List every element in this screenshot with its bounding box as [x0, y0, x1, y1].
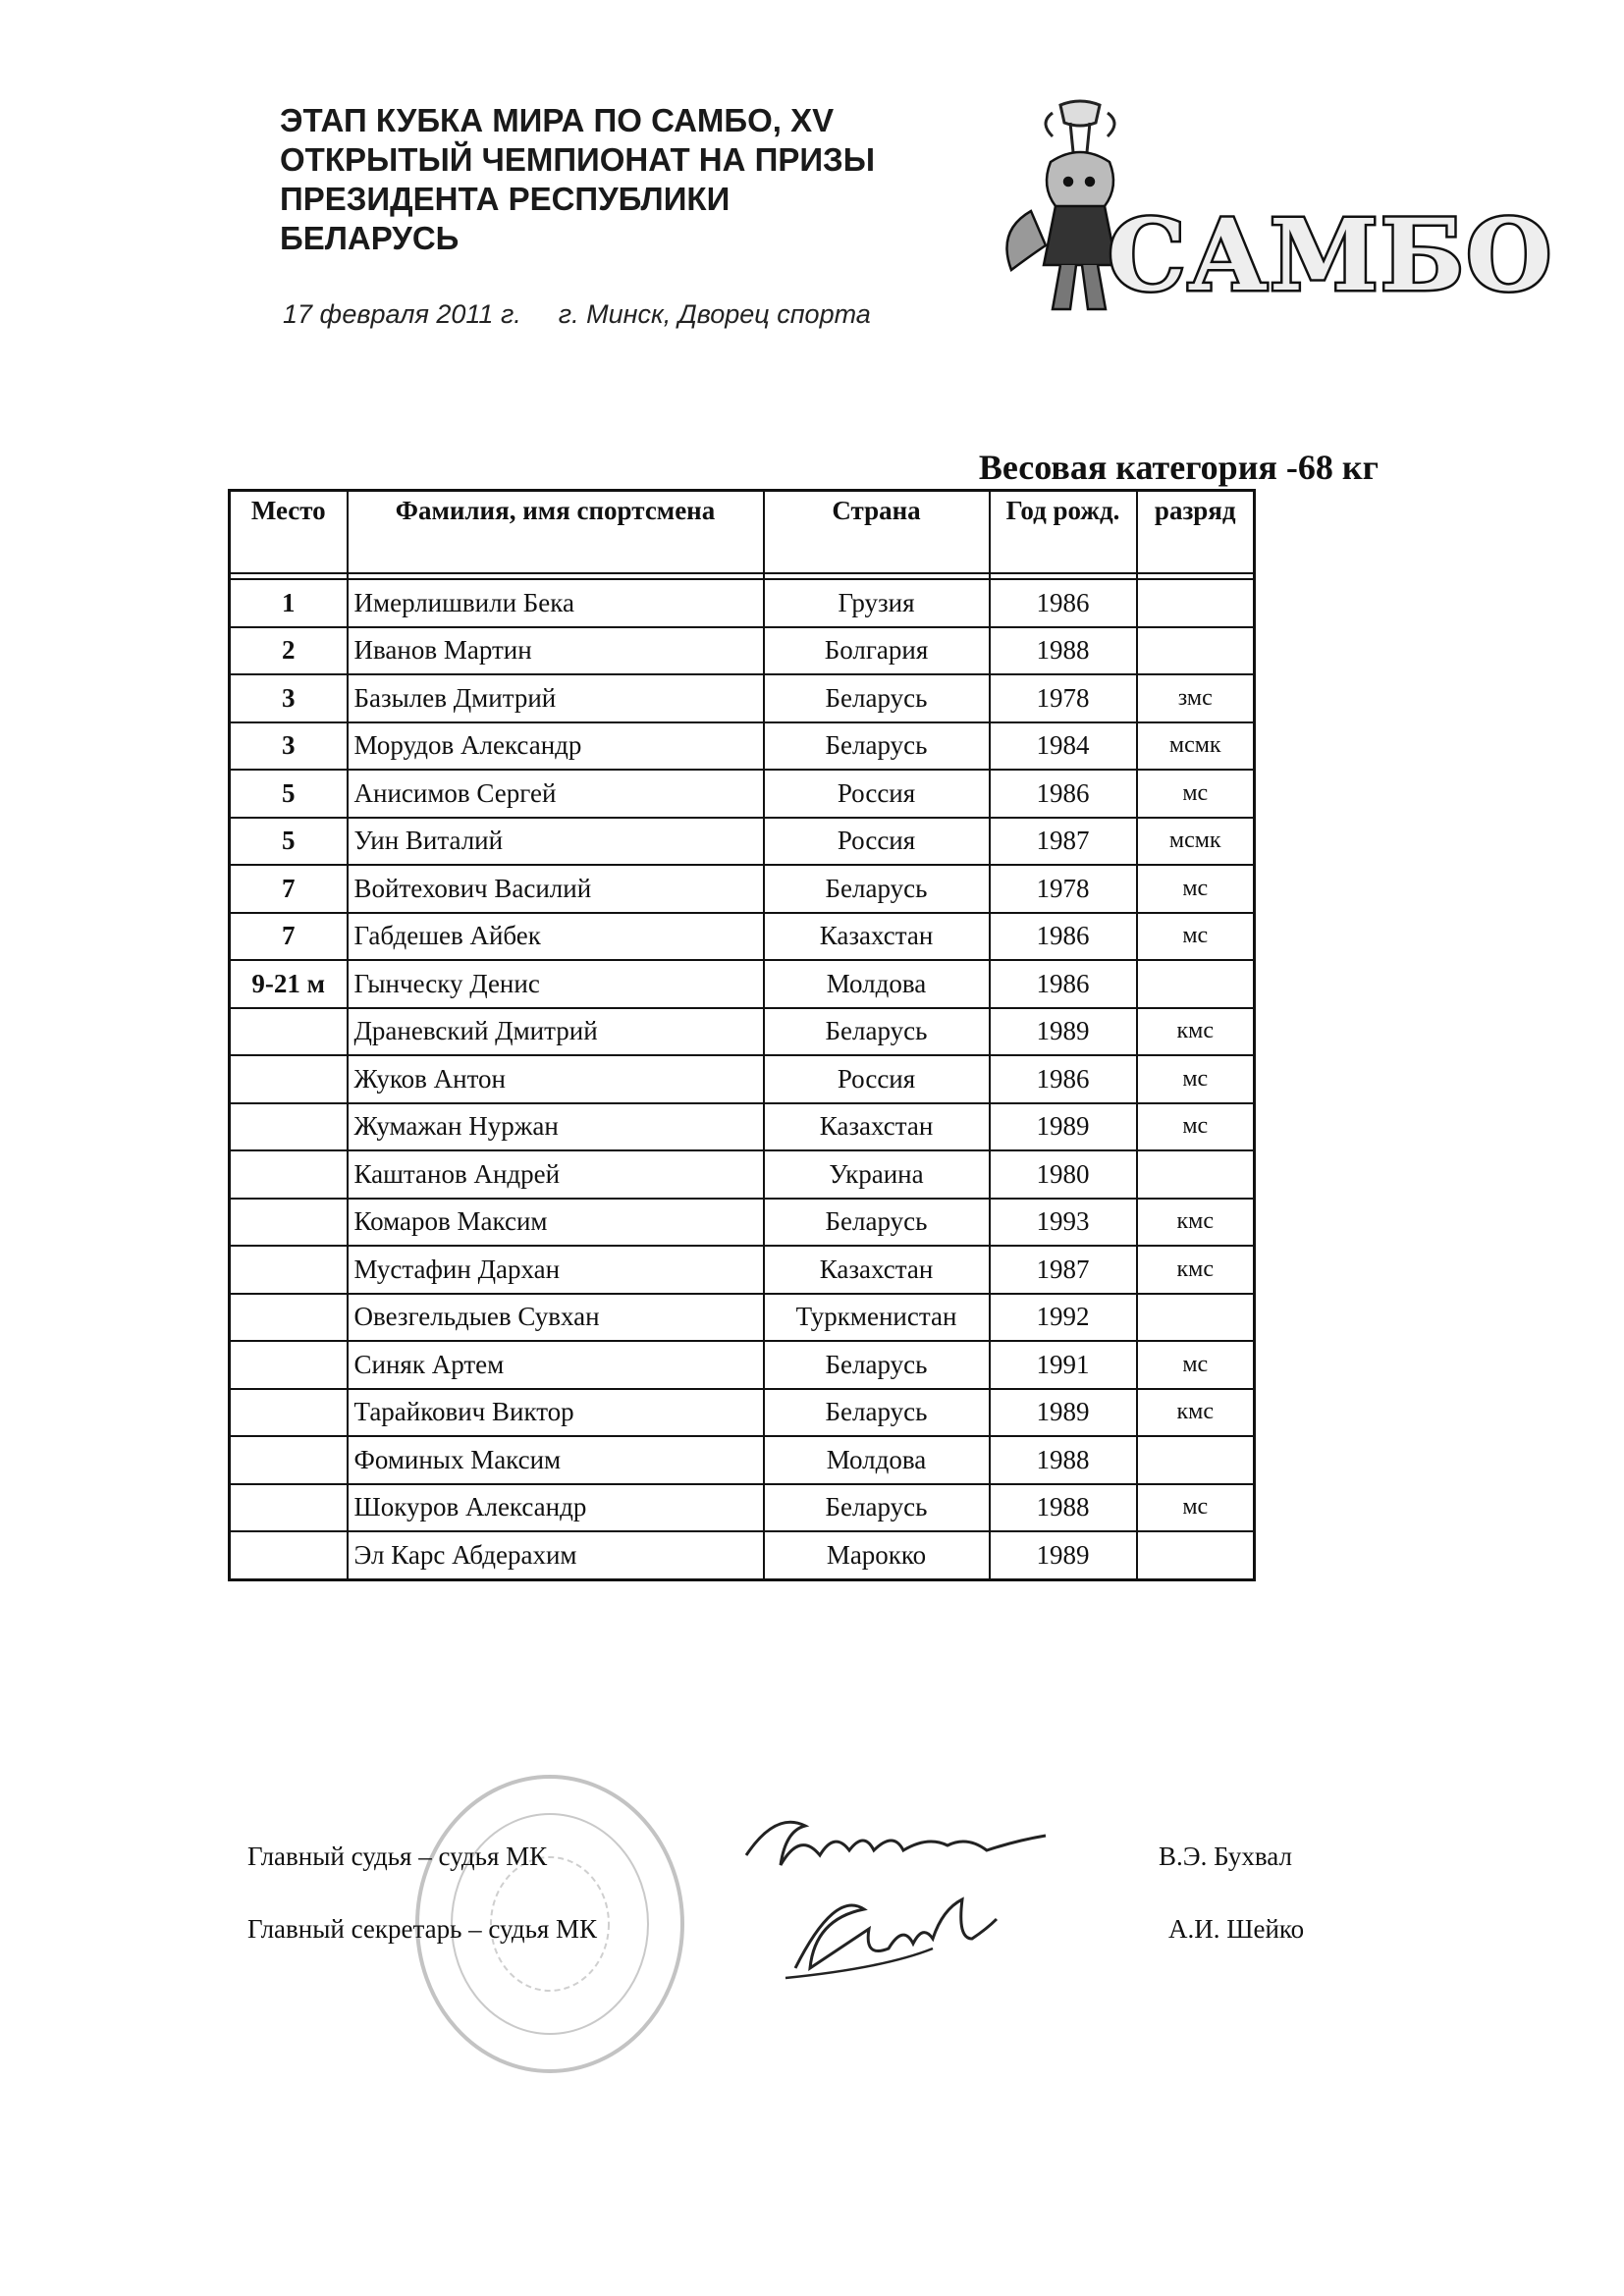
country-cell: Россия [764, 770, 990, 818]
table-row [230, 1436, 1255, 1484]
table-row [230, 1531, 1255, 1579]
header-country: Страна [764, 491, 990, 574]
rank-cell [1137, 579, 1255, 627]
country-cell: Казахстан [764, 1246, 990, 1294]
place-cell [230, 1484, 348, 1532]
rank-cell: мс [1137, 865, 1255, 913]
year-cell: 1986 [990, 770, 1137, 818]
rank-cell: мсмк [1137, 818, 1255, 866]
place-cell [230, 1055, 348, 1103]
rank-cell: мс [1137, 913, 1255, 961]
country-cell: Беларусь [764, 1389, 990, 1437]
place-cell [230, 1531, 348, 1579]
country-cell: Беларусь [764, 674, 990, 722]
table-row [230, 960, 1255, 1008]
name-cell: Морудов Александр [348, 722, 764, 771]
table-row [230, 1008, 1255, 1056]
rank-cell: змс [1137, 674, 1255, 722]
country-cell: Казахстан [764, 913, 990, 961]
year-cell: 1984 [990, 722, 1137, 771]
event-title-line: ЭТАП КУБКА МИРА ПО САМБО, XV [280, 102, 835, 138]
country-cell: Беларусь [764, 1008, 990, 1056]
name-cell: Фоминых Максим [348, 1436, 764, 1484]
place-cell: 5 [230, 770, 348, 818]
country-cell: Молдова [764, 960, 990, 1008]
name-cell: Жумажан Нуржан [348, 1103, 764, 1151]
place-cell: 1 [230, 579, 348, 627]
name-cell: Уин Виталий [348, 818, 764, 866]
rank-cell [1137, 1294, 1255, 1342]
results-body [230, 579, 1255, 1579]
year-cell: 1992 [990, 1294, 1137, 1342]
rank-cell: мс [1137, 770, 1255, 818]
name-cell: Драневский Дмитрий [348, 1008, 764, 1056]
table-row [230, 1199, 1255, 1247]
year-cell: 1991 [990, 1341, 1137, 1389]
rank-cell [1137, 1436, 1255, 1484]
header-place: Место [230, 491, 348, 574]
chief-secretary-signature [776, 1880, 1001, 1998]
table-row [230, 1055, 1255, 1103]
rank-cell: мс [1137, 1055, 1255, 1103]
table-row [230, 1294, 1255, 1342]
name-cell: Иванов Мартин [348, 627, 764, 675]
place-cell [230, 1294, 348, 1342]
name-cell: Синяк Артем [348, 1341, 764, 1389]
chief-judge-signature [736, 1806, 1070, 1885]
rank-cell: кмс [1137, 1246, 1255, 1294]
table-row [230, 1484, 1255, 1532]
name-cell: Тарайкович Виктор [348, 1389, 764, 1437]
event-title-line: ПРЕЗИДЕНТА РЕСПУБЛИКИ [280, 181, 731, 217]
place-cell: 5 [230, 818, 348, 866]
place-cell: 9-21 м [230, 960, 348, 1008]
name-cell: Анисимов Сергей [348, 770, 764, 818]
header-rank: разряд [1137, 491, 1255, 574]
place-cell: 3 [230, 722, 348, 771]
rank-cell: мс [1137, 1103, 1255, 1151]
country-cell: Беларусь [764, 1484, 990, 1532]
country-cell: Беларусь [764, 1341, 990, 1389]
table-row [230, 913, 1255, 961]
place-cell: 7 [230, 913, 348, 961]
event-date: 17 февраля 2011 г. [283, 299, 521, 329]
name-cell: Каштанов Андрей [348, 1150, 764, 1199]
country-cell: Молдова [764, 1436, 990, 1484]
name-cell: Войтехович Василий [348, 865, 764, 913]
country-cell: Украина [764, 1150, 990, 1199]
table-row [230, 818, 1255, 866]
name-cell: Гынческу Денис [348, 960, 764, 1008]
event-meta [283, 299, 871, 330]
rank-cell [1137, 627, 1255, 675]
place-cell [230, 1436, 348, 1484]
rank-cell [1137, 1150, 1255, 1199]
rank-cell: кмс [1137, 1199, 1255, 1247]
name-cell: Имерлишвили Бека [348, 579, 764, 627]
country-cell: Беларусь [764, 865, 990, 913]
year-cell: 1988 [990, 1436, 1137, 1484]
table-row [230, 1103, 1255, 1151]
sambo-logo [992, 93, 1554, 329]
year-cell: 1986 [990, 579, 1137, 627]
place-cell [230, 1246, 348, 1294]
year-cell: 1980 [990, 1150, 1137, 1199]
event-location: г. Минск, Дворец спорта [558, 299, 871, 329]
year-cell: 1978 [990, 674, 1137, 722]
place-cell [230, 1389, 348, 1437]
name-cell: Базылев Дмитрий [348, 674, 764, 722]
name-cell: Эл Карс Абдерахим [348, 1531, 764, 1579]
year-cell: 1988 [990, 627, 1137, 675]
year-cell: 1989 [990, 1389, 1137, 1437]
rank-cell [1137, 1531, 1255, 1579]
country-cell: Россия [764, 818, 990, 866]
table-row [230, 627, 1255, 675]
table-row [230, 770, 1255, 818]
table-row [230, 579, 1255, 627]
table-row [230, 1150, 1255, 1199]
place-cell [230, 1341, 348, 1389]
year-cell: 1989 [990, 1008, 1137, 1056]
country-cell: Беларусь [764, 722, 990, 771]
year-cell: 1986 [990, 960, 1137, 1008]
year-cell: 1989 [990, 1103, 1137, 1151]
year-cell: 1993 [990, 1199, 1137, 1247]
rank-cell [1137, 960, 1255, 1008]
event-title [280, 101, 987, 258]
country-cell: Туркменистан [764, 1294, 990, 1342]
header-name: Фамилия, имя спортсмена [348, 491, 764, 574]
year-cell: 1989 [990, 1531, 1137, 1579]
table-row [230, 865, 1255, 913]
year-cell: 1987 [990, 818, 1137, 866]
place-cell: 7 [230, 865, 348, 913]
rank-cell: мсмк [1137, 722, 1255, 771]
chief-secretary-label: Главный секретарь – судья МК [247, 1914, 598, 1944]
results-table [228, 489, 1256, 1581]
country-cell: Беларусь [764, 1199, 990, 1247]
place-cell: 3 [230, 674, 348, 722]
weight-category: Весовая категория -68 кг [978, 448, 1379, 487]
header-year: Год рожд. [990, 491, 1137, 574]
year-cell: 1987 [990, 1246, 1137, 1294]
country-cell: Россия [764, 1055, 990, 1103]
name-cell: Овезгельдыев Сувхан [348, 1294, 764, 1342]
name-cell: Комаров Максим [348, 1199, 764, 1247]
name-cell: Шокуров Александр [348, 1484, 764, 1532]
place-cell [230, 1199, 348, 1247]
year-cell: 1988 [990, 1484, 1137, 1532]
year-cell: 1986 [990, 1055, 1137, 1103]
chief-judge-label: Главный судья – судья МК [247, 1842, 548, 1871]
table-row [230, 1389, 1255, 1437]
event-title-line: ОТКРЫТЫЙ ЧЕМПИОНАТ НА ПРИЗЫ [280, 141, 876, 178]
table-row [230, 722, 1255, 771]
table-row [230, 1341, 1255, 1389]
country-cell: Грузия [764, 579, 990, 627]
name-cell: Жуков Антон [348, 1055, 764, 1103]
table-row [230, 1246, 1255, 1294]
rank-cell: кмс [1137, 1008, 1255, 1056]
year-cell: 1986 [990, 913, 1137, 961]
logo-text: САМБО [1108, 197, 1554, 313]
country-cell: Болгария [764, 627, 990, 675]
chief-judge-name: В.Э. Бухвал [1159, 1842, 1293, 1871]
place-cell [230, 1150, 348, 1199]
country-cell: Марокко [764, 1531, 990, 1579]
place-cell [230, 1008, 348, 1056]
place-cell: 2 [230, 627, 348, 675]
rank-cell: кмс [1137, 1389, 1255, 1437]
name-cell: Габдешев Айбек [348, 913, 764, 961]
rank-cell: мс [1137, 1484, 1255, 1532]
name-cell: Мустафин Дархан [348, 1246, 764, 1294]
chief-secretary-name: А.И. Шейко [1168, 1914, 1305, 1944]
table-header-row [230, 491, 1255, 574]
year-cell: 1978 [990, 865, 1137, 913]
rank-cell: мс [1137, 1341, 1255, 1389]
place-cell [230, 1103, 348, 1151]
country-cell: Казахстан [764, 1103, 990, 1151]
event-title-line: БЕЛАРУСЬ [280, 220, 460, 256]
table-row [230, 674, 1255, 722]
